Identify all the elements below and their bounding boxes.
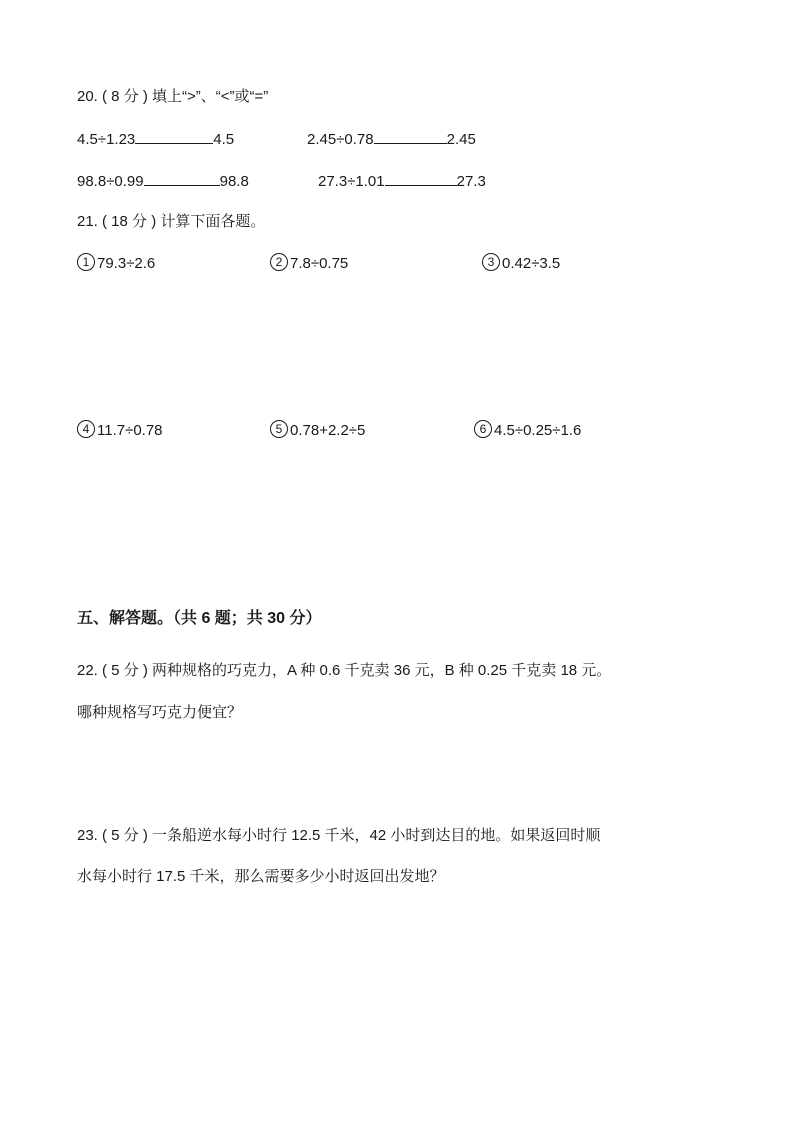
circled-number: 4 [77, 420, 95, 438]
calc-expression: 0.78+2.2÷5 [290, 422, 366, 439]
circled-number: 3 [482, 253, 500, 271]
calc-item-1 [77, 254, 155, 274]
calc-item-5 [270, 421, 365, 441]
calc-expression: 4.5÷0.25÷1.6 [494, 422, 582, 439]
calc-expression: 11.7÷0.78 [97, 422, 163, 439]
circled-number: 2 [270, 253, 288, 271]
compare-right: 2.45 [446, 131, 476, 148]
q23-line-2: 水每小时行 17.5 千米，那么需要多少小时返回出发地？ [77, 868, 445, 885]
q23-line-1: 23. ( 5 分 ) 一条船逆水每小时行 12.5 千米，42 小时到达目的地。如果返回时顺 [77, 827, 601, 844]
q22-line-2: 哪种规格写巧克力便宜？ [77, 704, 243, 721]
answer-blank[interactable] [385, 171, 457, 186]
answer-blank[interactable] [374, 129, 447, 144]
compare-item-3 [77, 171, 249, 192]
answer-blank[interactable] [144, 171, 220, 186]
compare-left: 2.45÷0.78 [307, 131, 374, 148]
section-title: 五、解答题。（共 6 题；共 30 分） [77, 610, 322, 627]
compare-left: 4.5÷1.23 [77, 131, 136, 148]
calc-item-6 [474, 421, 581, 441]
circled-number: 5 [270, 420, 288, 438]
calc-expression: 79.3÷2.6 [97, 255, 156, 272]
answer-blank[interactable] [135, 129, 213, 144]
calc-item-3 [482, 254, 560, 274]
compare-item-1 [77, 129, 234, 150]
compare-left: 27.3÷1.01 [318, 173, 385, 190]
circled-number: 1 [77, 253, 95, 271]
compare-item-4 [318, 171, 486, 192]
calc-item-2 [270, 254, 348, 274]
calc-item-4 [77, 421, 163, 441]
q20-header: 20. ( 8 分 ) 填上“>”、“<”或“=” [77, 88, 269, 105]
compare-left: 98.8÷0.99 [77, 173, 144, 190]
calc-expression: 0.42÷3.5 [502, 255, 561, 272]
q22-line-1: 22. ( 5 分 ) 两种规格的巧克力，A 种 0.6 千克卖 36 元，B 种 0.25 千克卖 18 元。 [77, 662, 612, 679]
compare-right: 27.3 [456, 173, 486, 190]
compare-item-2 [307, 129, 476, 150]
compare-right: 98.8 [219, 173, 249, 190]
q21-header: 21. ( 18 分 ) 计算下面各题。 [77, 213, 266, 230]
calc-expression: 7.8÷0.75 [290, 255, 349, 272]
compare-right: 4.5 [213, 131, 235, 148]
circled-number: 6 [474, 420, 492, 438]
